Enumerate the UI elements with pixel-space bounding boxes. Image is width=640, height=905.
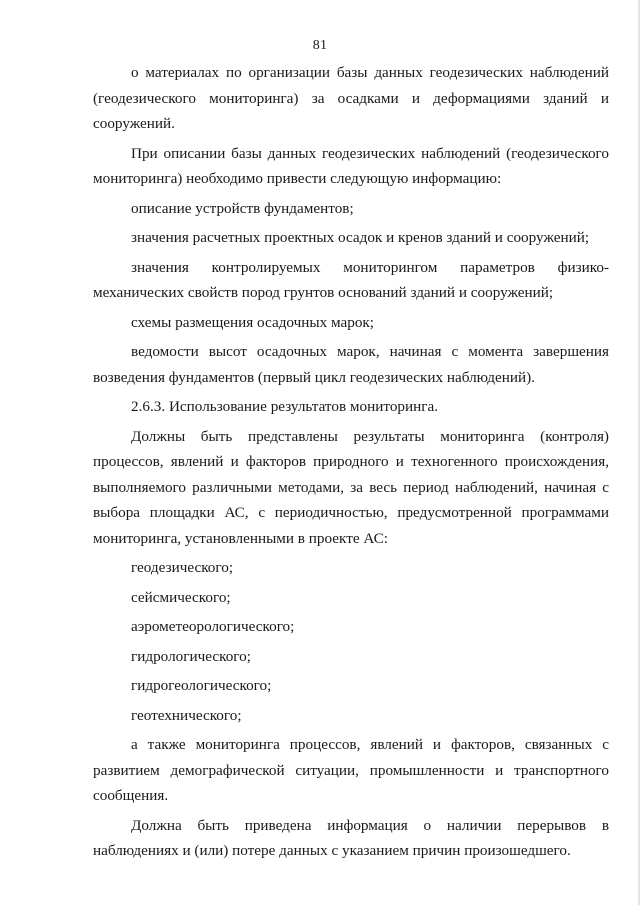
list-item-geodetic: геодезического;	[131, 559, 234, 576]
document-body	[93, 60, 609, 864]
monitoring-types-list	[93, 555, 609, 728]
list-item-settlements: значения расчетных проектных осадок и кренов зданий и сооружений;	[131, 229, 590, 246]
section-heading-2-6-3: 2.6.3. Использование результатов мониторинга.	[131, 398, 439, 415]
list-item-soil-parameters: значения контролируемых мониторингом параметров физико-механических свойств пород грунтов оснований зданий и сооружений;	[93, 258, 609, 301]
paragraph-monitoring-results: Должны быть представлены результаты мониторинга (контроля) процессов, явлений и факторов природного и техногенного происхождения, выполняемого различными методами, за весь период наблюдений, начиная с выбора площадки АС, с периодичностью, предусмотренной программами мониторинга, установленными в проекте АС:	[93, 427, 609, 547]
paragraph-demographic: а также мониторинга процессов, явлений и факторов, связанных с развитием демографической ситуации, промышленности и транспортного сообщения.	[93, 736, 609, 804]
list-item-geotechnical: геотехнического;	[131, 706, 242, 724]
list-item-marks-layout: схемы размещения осадочных марок;	[131, 313, 375, 331]
list-item-foundations: описание устройств фундаментов;	[131, 199, 354, 217]
list-item-hydrogeological: гидрогеологического;	[131, 677, 272, 694]
list-item-hydrological: гидрологического;	[131, 647, 251, 665]
paragraph-continuation: о материалах по организации базы данных геодезических наблюдений (геодезического мониторинга) за осадками и деформациями зданий и сооружений.	[93, 64, 609, 132]
list-item-aerometeorological: аэрометеорологического;	[131, 618, 295, 635]
page-number: 81	[312, 38, 328, 53]
paragraph-database-description: При описании базы данных геодезических наблюдений (геодезического мониторинга) необходимо привести следующую информацию:	[93, 144, 609, 187]
paragraph-data-gaps: Должна быть приведена информация о наличии перерывов в наблюдениях и (или) потере данных с указанием причин произошедшего.	[93, 816, 609, 859]
list-item-marks-heights: ведомости высот осадочных марок, начиная с момента завершения возведения фундаментов (первый цикл геодезических наблюдений).	[93, 343, 609, 386]
list-item-seismic: сейсмического;	[131, 588, 231, 606]
